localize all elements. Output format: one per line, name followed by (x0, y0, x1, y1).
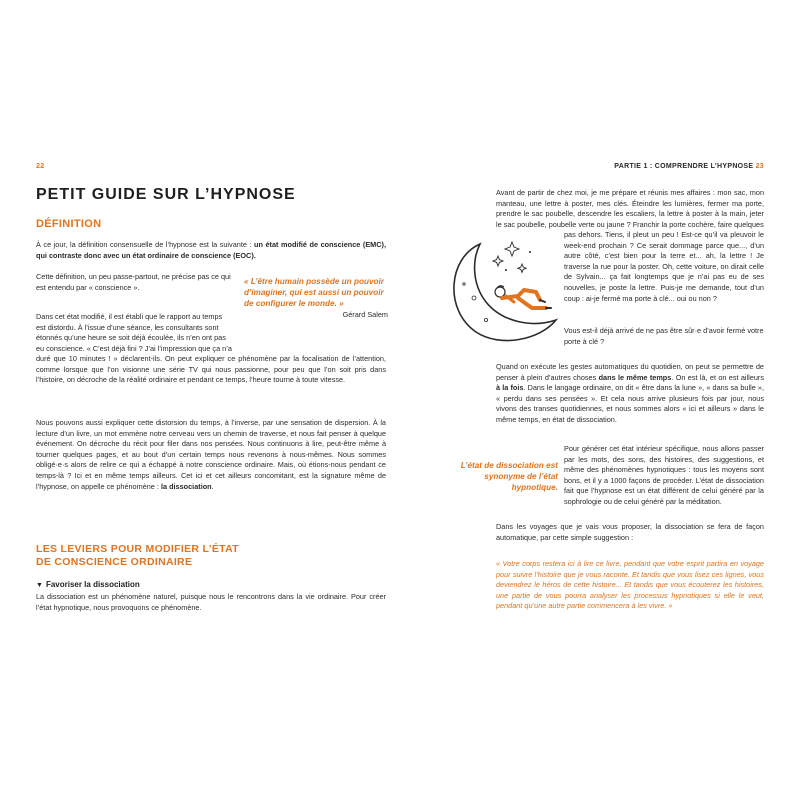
page-title: PETIT GUIDE SUR L’HYPNOSE (36, 186, 296, 203)
running-header-right (614, 163, 764, 170)
right-paragraph-intro-wrap: pas dehors. Tiens, il pleut un peu ! Est-ce qu’il va pleuvoir le week-end prochain ? Ce serait dommage parce que..., d’un autre côté, c’est bien pour la terre et... ah, la lettre ! Je traverse la rue pour la poster. Oh, cette voiture, on dirait celle de Sylvain... ça fait longtemps que je n’ai pas eu de ses nouvelles, je poste la lettre. Puis-je me demande, tout d’un coup : ai-je fermé ma porte à clé... oui ou non ? (564, 230, 764, 303)
part-label: PARTIE 1 : COMPRENDRE L’HYPNOSE (614, 163, 754, 170)
section-heading-definition: DÉFINITION (36, 218, 102, 230)
bullet-heading-text: Favoriser la dissociation (45, 580, 140, 589)
pull-quote-text: « L’être humain possède un pouvoir d’imaginer, qui est aussi un pouvoir de configurer le monde. » (244, 277, 384, 308)
paragraph-temps-rest: duré que 10 minutes ! » déclarent-ils. On peut expliquer ce phénomène par la focalisation de l’attention, comme lorsque que l’on visionne une série TV qui nous passionne, pour peu que l’on soit pris dans l’histoire, on décroche de la réalité ordinaire et pendant ce temps, l’heure tourne à toute vitesse. (36, 354, 386, 385)
right-paragraph-gestes (496, 362, 764, 426)
paragraph-conscience (36, 272, 236, 293)
page-number-right: 23 (755, 163, 764, 170)
paragraph-temps-lines (36, 312, 236, 354)
para3-line4: eu conscience. « C’est déjà fini ? J’ai l’impression que ça n’a (36, 343, 232, 353)
para4-text: Nous pouvons aussi expliquer cette distorsion du temps, à l’inverse, par une sensation de dispersion. À la lecture d’un livre, un mot emmène notre cerveau vers un chemin de traverse, et nous fait penser à quelque événement. On décroche du récit pour filer dans nos pensées. Nous continuons à lire, peut-être même à tourner quelques pages, et au bout d’un certain temps nous revenons à nous-mêmes. Nous sommes obligé·e·s alors de relire ce qui a échappé à notre conscience ordinaire. Mais, où étions-nous pendant ce temps-là ? Ici et en même temps ailleurs. Cet ici et cet ailleurs concomitant, est la signature même de l’hypnose, on appelle ce phénomène : (36, 418, 386, 491)
right-paragraph-intro: Avant de partir de chez moi, je me prépare et réunis mes affaires : mon sac, mon manteau, une lettre à poster, mes clés. Éteindre les lumières, fermer ma porte, prendre le sac poubelle, descendre les escaliers, la lettre à poster à la main, jeter le sac poubelle, poubelle verte ou jaune ? Franchir la porte cochère, faire quelques (496, 188, 764, 229)
right-paragraph-generer: Pour générer cet état intérieur spécifique, nous allons passer par les mots, des sons, des histoires, des suggestions, et même des phénomènes hypnotiques : tous les moyens sont bons, et il y a 1000 façons de procéder. L’état de dissociation fait que l’hypnose est un état différent de celui généré par la sophrologie ou de celui généré par la méditation. (564, 444, 764, 506)
para3-text-c: . Dans le langage ordinaire, on dit « être dans la lune », « dans sa bulle », « perdu dans ses pensées ». Et cela nous arrive plusieurs fois par jour, nous vivons des transes quotidiennes, et nous sommes alors « ici et ailleurs » dans le même temps, en état de dissociation. (496, 383, 765, 424)
definition-paragraph (36, 240, 386, 261)
para3-line3: étonnés qu’une heure se soit déjà écoulée, ils n’en ont pas (36, 333, 226, 343)
hypnotic-suggestion: « Votre corps restera ici à lire ce livre, pendant que votre esprit partira en voyage pour suivre l’histoire que je vous raconte. Et tandis que vous lisez ces lignes, vous deviendrez le héros de cette histoire... Et tandis que vous écouterez les histoires, une partie de vous pourra analyser les processus hypnotiques si elle le veut, pendant qu’une autre partie commencera à les vivre. » (496, 559, 764, 611)
para4-bold: la dissociation (160, 481, 212, 491)
section-heading-leviers (36, 543, 239, 569)
triangle-down-icon: ▼ (36, 582, 43, 589)
para3-line1: Dans cet état modifié, il est établi que le rapport au temps (36, 312, 223, 321)
right-paragraph-question: Vous est-il déjà arrivé de ne pas être sûr·e d’avoir fermé votre porte à clé ? (564, 326, 764, 346)
paragraph-dissociation (36, 418, 386, 492)
para2-line2: est entendu par « conscience ». (36, 282, 140, 292)
para3-text-b: . On est là, et on est ailleurs (671, 372, 764, 382)
bullet-heading (36, 580, 140, 589)
para3-text-a: Quand on exécute les gestes automatiques du quotidien, on peut se permettre de penser à plein d’autres choses (496, 362, 764, 382)
para3-line2: est distordu. À l’issue d’une séance, les consultants sont (36, 322, 219, 332)
definition-bold: un état modifié de conscience (EMC), qui contraste donc avec un état ordinaire de conscience (EOC). (36, 240, 386, 260)
moon-with-reclining-person-icon (440, 236, 564, 350)
right-paragraph-voyages: Dans les voyages que je vais vous proposer, la dissociation se fera de façon automatique, par cette simple suggestion : (496, 522, 764, 542)
pull-quote (244, 276, 388, 319)
paragraph-favoriser: La dissociation est un phénomène naturel, puisque nous le rencontrons dans la vie ordinaire. Pour créer l’état hypnotique, nous provoquons ce phénomène. (36, 592, 386, 612)
pull-quote-author: Gérard Salem (342, 310, 388, 319)
para3-bold-b: à la fois (496, 383, 524, 393)
para3-bold-a: dans le même temps (598, 372, 672, 382)
section-heading-leviers-line1: LES LEVIERS POUR MODIFIER L’ÉTAT (36, 543, 239, 555)
para2-line1: Cette définition, un peu passe-partout, ne précise pas ce qui (36, 272, 231, 281)
definition-text: À ce jour, la définition consensuelle de l’hypnose est la suivante : (36, 240, 255, 249)
side-quote: L’état de dissociation est synonyme de l’état hypnotique. (460, 461, 558, 492)
para4-end: . (211, 481, 214, 491)
section-heading-leviers-line2: DE CONSCIENCE ORDINAIRE (36, 556, 193, 568)
page-number-left: 22 (36, 163, 45, 170)
